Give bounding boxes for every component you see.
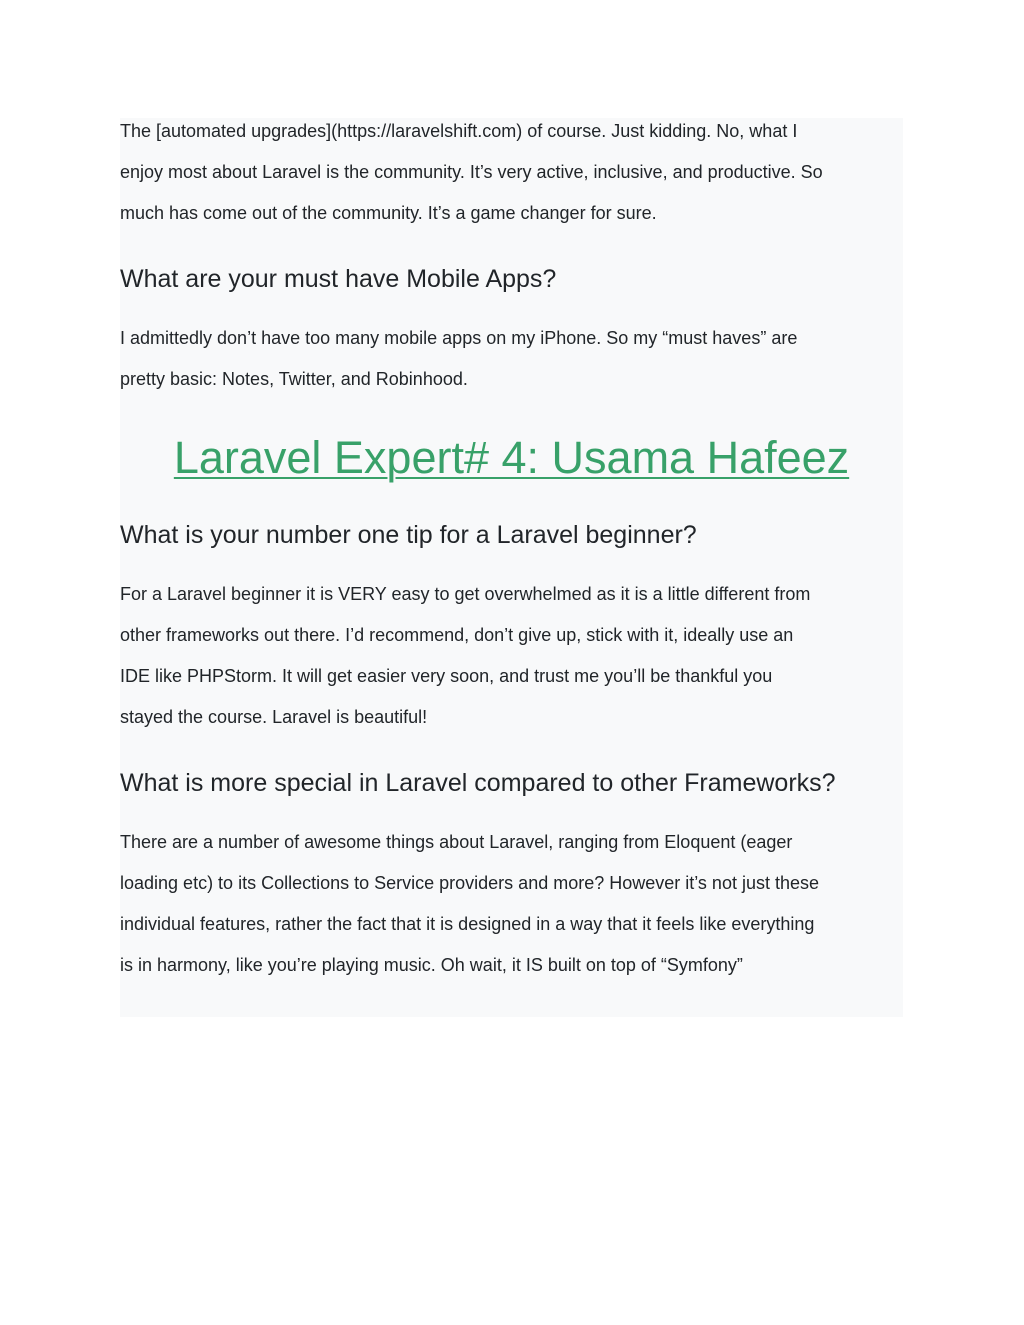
paragraph-line: is in harmony, like you’re playing music. Oh wait, it IS built on top of “Symfony”: [120, 955, 743, 975]
intro-paragraph: [120, 111, 910, 234]
mobile-apps-paragraph: [120, 318, 910, 400]
paragraph-line: loading etc) to its Collections to Service providers and more? However it’s not just these: [120, 873, 820, 893]
tip-heading: What is your number one tip for a Laravel beginner?: [120, 521, 697, 549]
expert-title: [120, 430, 903, 486]
paragraph-line: The [automated upgrades](https://laravelshift.com) of course. Just kidding. No, what I: [120, 121, 798, 141]
paragraph-line: individual features, rather the fact that it is designed in a way that it feels like everything: [120, 914, 815, 934]
special-paragraph: [120, 822, 910, 986]
paragraph-line: pretty basic: Notes, Twitter, and Robinhood.: [120, 369, 468, 389]
tip-paragraph: [120, 574, 910, 738]
paragraph-line: stayed the course. Laravel is beautiful!: [120, 707, 428, 727]
paragraph-line: other frameworks out there. I’d recommend, don’t give up, stick with it, ideally use an: [120, 625, 794, 645]
paragraph-line: There are a number of awesome things about Laravel, ranging from Eloquent (eager: [120, 832, 793, 852]
paragraph-line: I admittedly don’t have too many mobile apps on my iPhone. So my “must haves” are: [120, 328, 798, 348]
paragraph-line: IDE like PHPStorm. It will get easier very soon, and trust me you’ll be thankful you: [120, 666, 773, 686]
paragraph-line: much has come out of the community. It’s a game changer for sure.: [120, 203, 657, 223]
expert-title-link[interactable]: Laravel Expert# 4: Usama Hafeez: [173, 432, 850, 483]
paragraph-line: For a Laravel beginner it is VERY easy to get overwhelmed as it is a little different from: [120, 584, 811, 604]
paragraph-line: enjoy most about Laravel is the community. It’s very active, inclusive, and productive. So: [120, 162, 823, 182]
mobile-apps-heading: What are your must have Mobile Apps?: [120, 265, 557, 293]
special-heading: What is more special in Laravel compared to other Frameworks?: [120, 769, 836, 797]
